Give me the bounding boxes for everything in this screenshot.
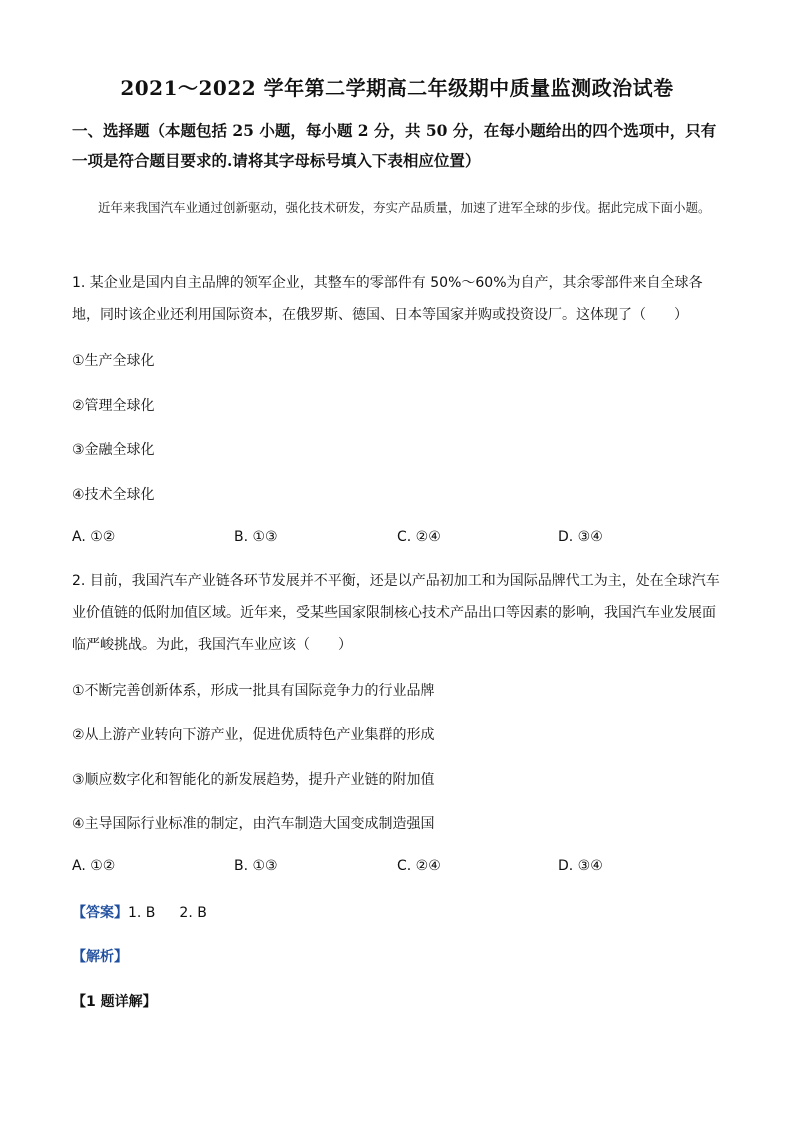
q2-choice-b: B. ①③	[234, 858, 278, 874]
q2-choice-d: D. ③④	[558, 858, 603, 874]
question-1-stem: 1. 某企业是国内自主品牌的领军企业，其整车的零部件有 50%～60%为自产，其余零部件来自全球各地，同时该企业还利用国际资本，在俄罗斯、德国、日本等国家并购或投资设厂。这体现了（ ）	[72, 275, 703, 323]
analysis-label: 【解析】	[72, 949, 128, 965]
q2-statement-3: ③顺应数字化和智能化的新发展趋势，提升产业链的附加值	[72, 772, 435, 788]
q2-statement-2: ②从上游产业转向下游产业，促进优质特色产业集群的形成	[72, 727, 435, 743]
answer-label: 【答案】	[72, 905, 128, 921]
q1-statement-4: ④技术全球化	[72, 487, 155, 503]
answer-q1: 1. B	[128, 905, 156, 921]
q2-statement-4: ④主导国际行业标准的制定，由汽车制造大国变成制造强国	[72, 816, 435, 832]
intro-paragraph: 近年来我国汽车业通过创新驱动，强化技术研发，夯实产品质量，加速了进军全球的步伐。据此完成下面小题。	[98, 200, 711, 215]
q1-statement-1: ①生产全球化	[72, 353, 155, 369]
q1-choice-c: C. ②④	[397, 529, 441, 545]
q2-statement-1: ①不断完善创新体系，形成一批具有国际竞争力的行业品牌	[72, 683, 435, 699]
q1-choice-d: D. ③④	[558, 529, 603, 545]
question-1-detail-heading: 【1 题详解】	[72, 994, 157, 1010]
answer-line	[72, 902, 207, 922]
page-title: 2021～2022 学年第二学期高二年级期中质量监测政治试卷	[120, 76, 674, 100]
q2-choice-a: A. ①②	[72, 858, 116, 874]
section-heading: 一、选择题（本题包括 25 小题，每小题 2 分，共 50 分，在每小题给出的四个选项中，只有一项是符合题目要求的.请将其字母标号填入下表相应位置）	[72, 121, 717, 170]
q1-choice-a: A. ①②	[72, 529, 116, 545]
answer-q2: 2. B	[179, 905, 207, 921]
q1-choice-b: B. ①③	[234, 529, 278, 545]
analysis-heading	[72, 946, 128, 966]
question-2-stem: 2. 目前，我国汽车产业链各环节发展并不平衡，还是以产品初加工和为国际品牌代工为主，处在全球汽车业价值链的低附加值区域。近年来，受某些国家限制核心技术产品出口等因素的影响，我国汽车业发展面临严峻挑战。为此，我国汽车业应该（ ）	[72, 573, 720, 653]
q1-statement-2: ②管理全球化	[72, 398, 155, 414]
q1-statement-3: ③金融全球化	[72, 442, 155, 458]
q2-choice-c: C. ②④	[397, 858, 441, 874]
